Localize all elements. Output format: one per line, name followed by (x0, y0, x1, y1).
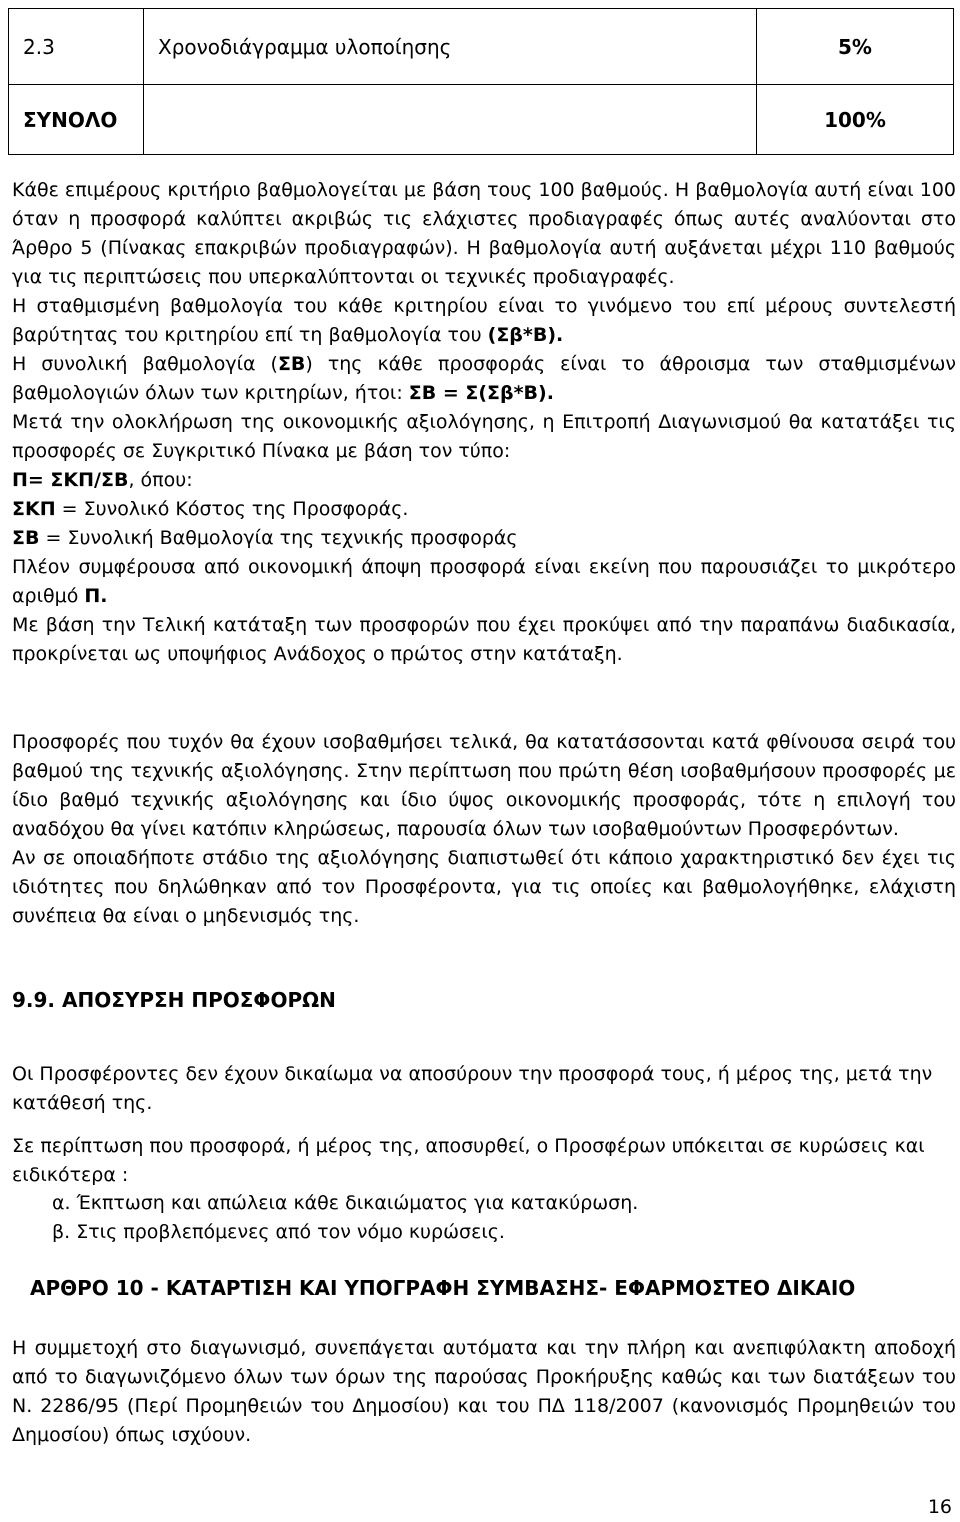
criterion-label: Χρονοδιάγραμμα υλοποίησης (144, 9, 757, 85)
criterion-number: 2.3 (9, 9, 144, 85)
list-item: α. Έκπτωση και απώλεια κάθε δικαιώματος για κατακύρωση. (52, 1192, 639, 1214)
ties-paragraph: Προσφορές που τυχόν θα έχουν ισοβαθμήσει τελικά, θα κατατάσσονται κατά φθίνουσα σειρά του βαθμού της τεχνικής αξιολόγησης. Στην περίπτωση που πρώτη θέση ισοβαθμήσουν προσφορές με ίδιο βαθμό τεχνικής αξιολόγησης και ίδιο ύψος οικονομικής προσφοράς, τότε η επιλογή του αναδόχου θα γίνει κατόπιν κληρώσεως, παρουσία όλων των ισοβαθμούντων Προσφερόντων. (12, 731, 956, 840)
article-block (12, 1334, 956, 1450)
list-item: β. Στις προβλεπόμενες από τον νόμο κυρώσεις. (52, 1221, 505, 1243)
total-weight: 100% (757, 85, 954, 155)
final-ranking-paragraph: Με βάση την Τελική κατάταξη των προσφορών που έχει προκύψει από την παραπάνω διαδικασία, προκρίνεται ως υποψήφιος Ανάδοχος ο πρώτος στην κατάταξη. (12, 614, 956, 665)
formula-line: Π= ΣΚΠ/ΣΒ, όπου: (12, 469, 193, 491)
ranking-paragraph: Μετά την ολοκλήρωση της οικονομικής αξιολόγησης, η Επιτροπή Διαγωνισμού θα κατατάξει τις προσφορές σε Συγκριτικό Πίνακα με βάση τον τύπο: (12, 411, 956, 462)
article-paragraph: Η συμμετοχή στο διαγωνισμό, συνεπάγεται αυτόματα και την πλήρη και ανεπιφύλακτη αποδοχή από το διαγωνιζόμενο όλων των όρων της παρούσας Προκήρυξης καθώς και των διατάξεων του Ν. 2286/95 (Περί Προμηθειών του Δημοσίου) και του ΠΔ 118/2007 (κανονισμός Προμηθειών του Δημοσίου) όπως ισχύουν. (12, 1337, 956, 1446)
ties-block (12, 728, 956, 931)
table-row (9, 85, 954, 155)
scoring-paragraph: Κάθε επιμέρους κριτήριο βαθμολογείται με βάση τους 100 βαθμούς. Η βαθμολογία αυτή είναι 100 όταν η προσφορά καλύπτει ακριβώς τις ελάχιστες προδιαγραφές όπως αυτές αναλύονται στο Άρθρο 5 (Πίνακας επακριβών προδιαγραφών). Η βαθμολογία αυτή αυξάνεται μέχρι 110 βαθμούς για τις περιπτώσεις που υπερκαλύπτονται οι τεχνικές προδιαγραφές. (12, 179, 956, 288)
table-row (9, 9, 954, 85)
skp-definition: ΣΚΠ = Συνολικό Κόστος της Προσφοράς. (12, 498, 409, 520)
total-empty-cell (144, 85, 757, 155)
total-label: ΣΥΝΟΛΟ (9, 85, 144, 155)
best-offer-paragraph: Πλέον συμφέρουσα από οικονομική άποψη προσφορά είναι εκείνη που παρουσιάζει το μικρότερο αριθμό Π. (12, 556, 956, 607)
zero-score-paragraph: Αν σε οποιαδήποτε στάδιο της αξιολόγησης διαπιστωθεί ότι κάποιο χαρακτηριστικό δεν έχει τις ιδιότητες που δηλώθηκαν από τον Προσφέροντα, για τις οποίες και βαθμολογήθηκε, ελάχιστη συνέπεια θα είναι ο μηδενισμός της. (12, 847, 956, 927)
penalties-block (12, 1132, 956, 1190)
weighted-score-paragraph: Η σταθμισμένη βαθμολογία του κάθε κριτηρίου είναι το γινόμενο του επί μέρους συντελεστή βαρύτητας του κριτηρίου επί τη βαθμολογία του (Σβ*Β). (12, 295, 956, 346)
criterion-weight: 5% (757, 9, 954, 85)
sb-definition: ΣΒ = Συνολική Βαθμολογία της τεχνικής προσφοράς (12, 527, 518, 549)
article-heading: ΑΡΘΡΟ 10 - ΚΑΤΑΡΤΙΣΗ ΚΑΙ ΥΠΟΓΡΑΦΗ ΣΥΜΒΑΣΗΣ- ΕΦΑΡΜΟΣΤΕΟ ΔΙΚΑΙΟ (30, 1276, 856, 1300)
withdrawal-paragraph: Οι Προσφέροντες δεν έχουν δικαίωμα να αποσύρουν την προσφορά τους, ή μέρος της, μετά την κατάθεσή της. (12, 1063, 933, 1114)
penalties-paragraph: Σε περίπτωση που προσφορά, ή μέρος της, αποσυρθεί, ο Προσφέρων υπόκειται σε κυρώσεις και ειδικότερα : (12, 1135, 925, 1186)
section-heading: 9.9. ΑΠΟΣΥΡΣΗ ΠΡΟΣΦΟΡΩΝ (12, 988, 336, 1012)
scoring-block (12, 176, 956, 669)
page-number: 16 (927, 1496, 952, 1518)
criteria-table (8, 8, 954, 155)
withdrawal-block (12, 1060, 956, 1118)
total-score-paragraph: Η συνολική βαθμολογία (ΣΒ) της κάθε προσφοράς είναι το άθροισμα των σταθμισμένων βαθμολογιών όλων των κριτηρίων, ήτοι: ΣΒ = Σ(Σβ*Β). (12, 353, 956, 404)
